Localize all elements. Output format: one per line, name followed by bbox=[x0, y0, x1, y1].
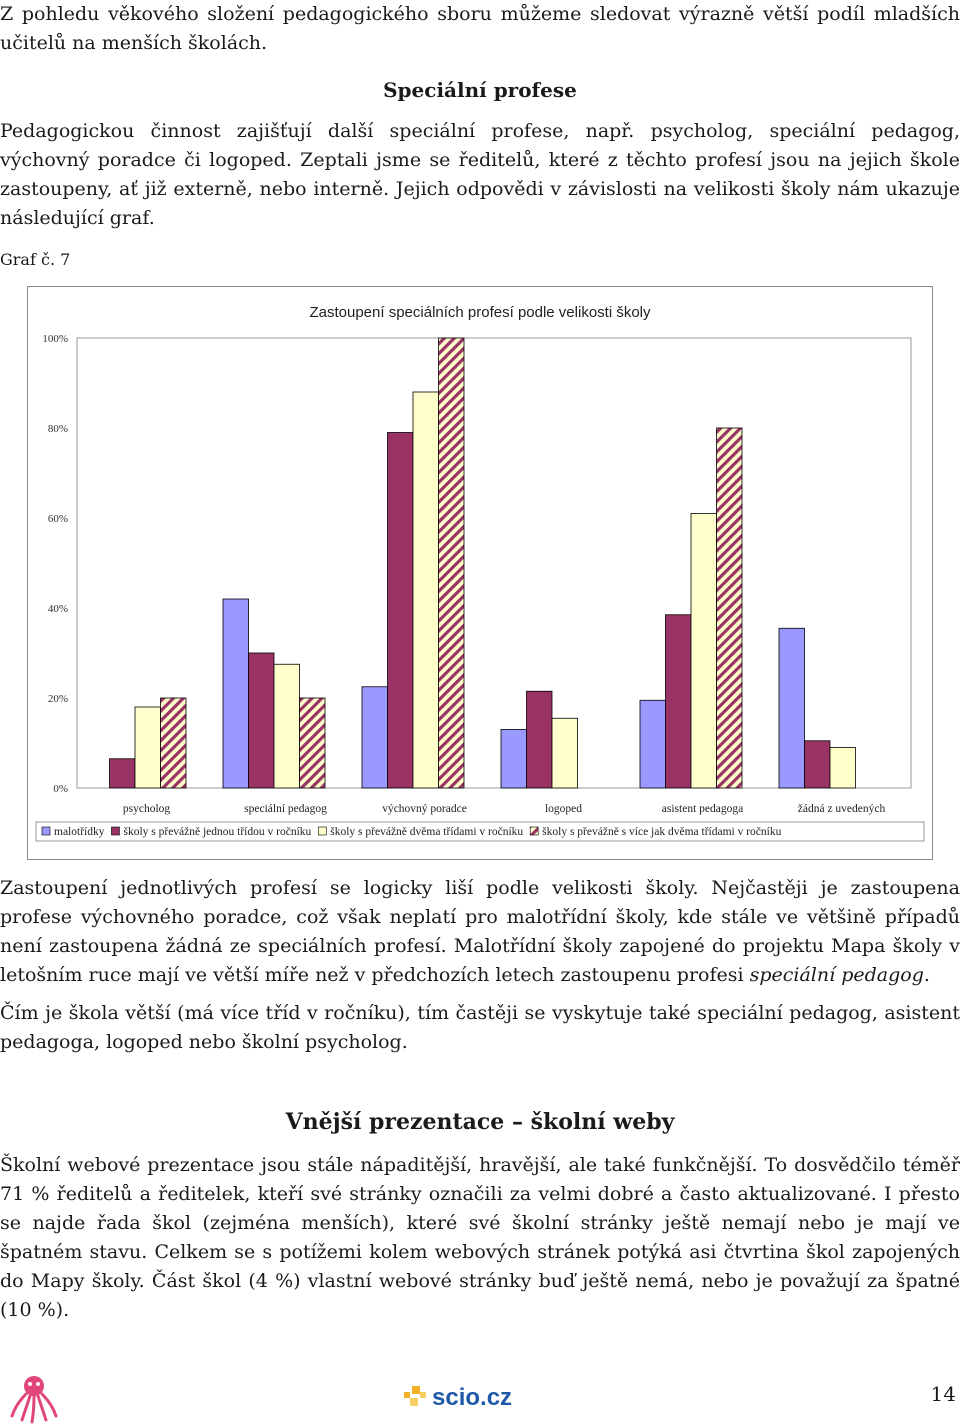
bar-4-3 bbox=[439, 338, 465, 788]
legend-entry: malotřídky bbox=[54, 826, 105, 838]
bar-3-4 bbox=[552, 718, 578, 788]
p1-text-a: Zastoupení jednotlivých profesí se logicky liší podle velikosti školy. Nejčastěji je zastoupena profese výchovného poradce, což však neplatí pro malotřídní školy, kde stále ve většině případů není zastoupena žádná ze speciálních profesí. Malotřídní školy zapojené do projektu Mapa školy v letošním ruce mají ve větší míře než v předchozích letech zastoupenu profesi bbox=[0, 877, 960, 986]
bar-1-3 bbox=[362, 687, 388, 788]
legend-entry: školy s převážně jednou třídou v ročníku bbox=[123, 826, 312, 838]
section-web-presentation bbox=[0, 1109, 960, 1135]
bar-1-4 bbox=[501, 730, 527, 789]
section1-after-paragraph1 bbox=[0, 874, 960, 990]
section1-after-paragraph2: Čím je škola větší (má více tříd v ročníku), tím častěji se vyskytuje také speciální pedagog, asistent pedagoga, logoped nebo školní psycholog. bbox=[0, 1002, 960, 1053]
section1-paragraph: Pedagogickou činnost zajišťují další speciální profese, např. psycholog, speciální pedagog, výchovný poradce či logoped. Zeptali jsme se ředitelů, které z těchto profesí jsou na jejich škole zastoupeny, ať již externě, nebo interně. Jejich odpovědi v závislosti na velikosti školy nám ukazuje následující graf. bbox=[0, 120, 960, 229]
x-category-label: logoped bbox=[544, 803, 583, 815]
bar-3-2 bbox=[274, 664, 300, 788]
y-tick-label: 40% bbox=[47, 603, 68, 615]
y-tick-label: 20% bbox=[47, 693, 68, 705]
section1-after-p2-wrap bbox=[0, 999, 960, 1057]
bar-3-6 bbox=[830, 748, 856, 789]
p1-emphasis: speciální pedagog bbox=[749, 964, 924, 986]
x-category-label: speciální pedagog bbox=[244, 803, 327, 815]
graph-caption: Graf č. 7 bbox=[0, 250, 71, 269]
bar-4-2 bbox=[300, 698, 326, 788]
bar-1-6 bbox=[779, 628, 805, 788]
bar-2-3 bbox=[388, 433, 414, 789]
bar-2-4 bbox=[527, 691, 553, 788]
x-category-label: psycholog bbox=[122, 803, 171, 815]
y-tick-label: 0% bbox=[53, 783, 68, 795]
scio-logo-text: scio.cz bbox=[432, 1384, 513, 1411]
y-tick-label: 100% bbox=[42, 333, 68, 345]
bar-4-5 bbox=[717, 428, 743, 788]
bar-chart bbox=[28, 287, 932, 859]
page-number: 14 bbox=[930, 1382, 956, 1406]
section2-paragraph-wrap bbox=[0, 1151, 960, 1325]
x-category-label: výchovný poradce bbox=[382, 803, 467, 815]
legend-swatch bbox=[111, 827, 119, 835]
legend-swatch bbox=[42, 827, 50, 835]
bar-1-5 bbox=[640, 700, 666, 788]
section1-paragraph-wrap bbox=[0, 117, 960, 233]
section-heading-special-professions: Speciální profese bbox=[383, 78, 577, 102]
intro-paragraph: Z pohledu věkového složení pedagogického sboru můžeme sledovat výrazně větší podíl mladších učitelů na menších školách. bbox=[0, 3, 960, 54]
bar-2-2 bbox=[249, 653, 275, 788]
octopus-logo-icon bbox=[6, 1372, 62, 1424]
bar-1-2 bbox=[223, 599, 249, 788]
section-special-professions bbox=[0, 78, 960, 102]
section2-paragraph: Školní webové prezentace jsou stále nápaditější, hravější, ale také funkčnější. To dosvědčilo téměř 71 % ředitelů a ředitelek, kteří své stránky označili za velmi dobré a často aktualizované. I přesto se najde řada škol (zejména menších), které své školní stránky ještě nemají nebo je mají ve špatném stavu. Celkem se s potížemi kolem webových stránek potýká asi čtvrtina škol zapojených do Mapy školy. Část škol (4 %) vlastní webové stránky buď ještě nemá, nebo je považují za špatné (10 %). bbox=[0, 1154, 960, 1321]
bar-3-1 bbox=[135, 707, 161, 788]
scio-logo bbox=[404, 1378, 534, 1414]
chart-frame bbox=[27, 286, 933, 860]
legend-entry: školy s převážně s více jak dvěma třídami v ročníku bbox=[542, 826, 782, 838]
bar-3-5 bbox=[691, 514, 717, 789]
graph-caption-wrap bbox=[0, 250, 960, 269]
legend-swatch bbox=[530, 827, 538, 835]
bar-2-6 bbox=[805, 741, 831, 788]
y-tick-label: 60% bbox=[47, 513, 68, 525]
chart-title: Zastoupení speciálních profesí podle velikosti školy bbox=[309, 304, 651, 321]
bar-3-3 bbox=[413, 392, 439, 788]
y-tick-label: 80% bbox=[47, 423, 68, 435]
legend-swatch bbox=[318, 827, 326, 835]
p1-text-b: . bbox=[923, 964, 930, 986]
section1-after-p1-wrap bbox=[0, 874, 960, 990]
bar-2-5 bbox=[666, 615, 692, 788]
x-category-label: asistent pedagoga bbox=[661, 803, 744, 815]
section-heading-web-presentation: Vnější prezentace – školní weby bbox=[285, 1109, 675, 1135]
legend-entry: školy s převážně dvěma třídami v ročníku bbox=[330, 826, 524, 838]
intro-section bbox=[0, 0, 960, 58]
bar-2-1 bbox=[110, 759, 136, 788]
bar-4-1 bbox=[161, 698, 187, 788]
x-category-label: žádná z uvedených bbox=[797, 803, 886, 815]
